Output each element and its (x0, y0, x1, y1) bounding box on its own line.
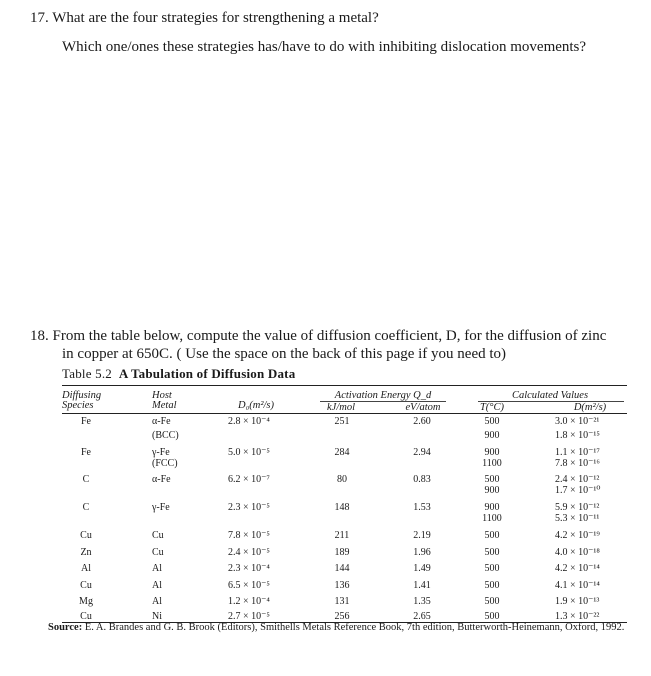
question-18-text: 18. From the table below, compute the value of diffusion coefficient, D, for the diffusion of zinc (30, 328, 607, 344)
cell-t: 500 (484, 416, 500, 427)
cell-d: 4.2 × 10⁻¹⁴ (555, 563, 600, 574)
cell-d: 1.8 × 10⁻¹⁵ (555, 430, 600, 441)
cell-host: γ-Fe (152, 502, 170, 513)
cell-host: Cu (152, 530, 164, 541)
cell-d: 3.0 × 10⁻²¹ (555, 416, 600, 427)
cell-species: Cu (80, 530, 92, 541)
cell-d0: 2.3 × 10⁻⁴ (228, 563, 270, 574)
header-host-2: Metal (152, 400, 177, 411)
cell-t: 500 (484, 563, 500, 574)
table-number: Table 5.2 (62, 366, 112, 381)
cell-ev: 1.96 (413, 547, 431, 558)
cell-host-structure: (FCC) (152, 458, 178, 469)
cell-d0: 5.0 × 10⁻⁵ (228, 447, 270, 458)
cell-species: Al (81, 563, 91, 574)
cell-t: 500 (484, 611, 500, 622)
cell-species: Fe (81, 447, 91, 458)
header-t: T(°C) (479, 402, 505, 413)
header-d: D(m²/s) (573, 402, 607, 413)
cell-t: 500 (484, 474, 500, 485)
header-d0: D₀(m²/s) (238, 400, 274, 411)
cell-d: 5.3 × 10⁻¹¹ (555, 513, 600, 524)
cell-kj: 144 (334, 563, 350, 574)
cell-d0: 6.5 × 10⁻⁵ (228, 580, 270, 591)
cell-t: 500 (484, 530, 500, 541)
cell-d: 7.8 × 10⁻¹⁶ (555, 458, 600, 469)
cell-d0: 7.8 × 10⁻⁵ (228, 530, 270, 541)
header-species-1: Diffusing (62, 390, 102, 401)
cell-host: Al (152, 580, 162, 591)
cell-ev: 2.65 (413, 611, 431, 622)
cell-species: Mg (79, 596, 93, 607)
cell-d0: 2.7 × 10⁻⁵ (228, 611, 270, 622)
cell-t: 900 (484, 430, 500, 441)
cell-kj: 189 (334, 547, 350, 558)
cell-species: C (82, 474, 90, 485)
cell-host: γ-Fe (152, 447, 170, 458)
header-host-1: Host (152, 390, 172, 401)
cell-species: C (82, 502, 90, 513)
source-label: Source: (48, 622, 83, 633)
cell-t: 1100 (482, 513, 502, 524)
cell-kj: 148 (334, 502, 350, 513)
cell-d0: 2.8 × 10⁻⁴ (228, 416, 270, 427)
cell-kj: 131 (334, 596, 350, 607)
cell-kj: 256 (334, 611, 350, 622)
cell-d0: 6.2 × 10⁻⁷ (228, 474, 270, 485)
cell-ev: 1.41 (413, 580, 431, 591)
cell-d: 1.3 × 10⁻²² (555, 611, 600, 622)
cell-t: 900 (484, 447, 500, 458)
source-text: E. A. Brandes and G. B. Brook (Editors), Smithells Metals Reference Book, 7th edition, Butterworth-Heinemann, Oxford, 1992. (82, 622, 625, 633)
question-18-subtext: in copper at 650C. ( Use the space on the back of this page if you need to) (62, 346, 507, 362)
cell-d: 1.7 × 10⁻¹⁰ (555, 485, 601, 496)
cell-species: Zn (80, 547, 92, 558)
cell-ev: 1.53 (413, 502, 431, 513)
table-header-rule (62, 413, 627, 414)
cell-t: 500 (484, 580, 500, 591)
cell-ev: 2.19 (413, 530, 431, 541)
cell-species: Cu (80, 611, 92, 622)
cell-ev: 1.35 (413, 596, 431, 607)
cell-t: 500 (484, 596, 500, 607)
cell-species: Fe (81, 416, 91, 427)
table-caption (62, 366, 295, 382)
cell-d: 4.2 × 10⁻¹⁹ (555, 530, 600, 541)
cell-host: Al (152, 596, 162, 607)
cell-kj: 211 (334, 530, 350, 541)
cell-d: 1.9 × 10⁻¹³ (555, 596, 600, 607)
cell-kj: 251 (334, 416, 350, 427)
cell-kj: 284 (334, 447, 350, 458)
cell-ev: 1.49 (413, 563, 431, 574)
cell-t: 500 (484, 547, 500, 558)
cell-host-structure: (BCC) (152, 430, 179, 441)
table-title: A Tabulation of Diffusion Data (118, 366, 296, 381)
cell-host: α-Fe (152, 416, 171, 427)
question-17-subtext: Which one/ones these strategies has/have to do with inhibiting dislocation movements? (62, 39, 587, 55)
cell-host: Cu (152, 547, 164, 558)
cell-host: Al (152, 563, 162, 574)
header-species-2: Species (62, 400, 94, 411)
cell-species: Cu (80, 580, 92, 591)
header-activation-energy: Activation Energy Q_d (334, 390, 432, 401)
cell-ev: 0.83 (413, 474, 431, 485)
cell-d0: 1.2 × 10⁻⁴ (228, 596, 270, 607)
cell-t: 900 (484, 502, 500, 513)
cell-d0: 2.3 × 10⁻⁵ (228, 502, 270, 513)
cell-kj: 136 (334, 580, 350, 591)
question-17-text: 17. What are the four strategies for strengthening a metal? (30, 10, 379, 26)
table-source-note (48, 622, 628, 634)
header-kj-mol: kJ/mol (327, 402, 355, 413)
cell-d: 4.1 × 10⁻¹⁴ (555, 580, 600, 591)
cell-d: 2.4 × 10⁻¹² (555, 474, 600, 485)
table-top-rule (62, 385, 627, 386)
header-ev-atom: eV/atom (405, 402, 441, 413)
cell-t: 900 (484, 485, 500, 496)
cell-host: α-Fe (152, 474, 171, 485)
cell-ev: 2.60 (413, 416, 431, 427)
cell-d: 1.1 × 10⁻¹⁷ (555, 447, 600, 458)
cell-host: Ni (152, 611, 162, 622)
cell-d: 5.9 × 10⁻¹² (555, 502, 600, 513)
cell-kj: 80 (337, 474, 347, 485)
cell-d0: 2.4 × 10⁻⁵ (228, 547, 270, 558)
cell-ev: 2.94 (413, 447, 431, 458)
header-calculated-values: Calculated Values (511, 390, 589, 401)
cell-d: 4.0 × 10⁻¹⁸ (555, 547, 600, 558)
cell-t: 1100 (482, 458, 502, 469)
